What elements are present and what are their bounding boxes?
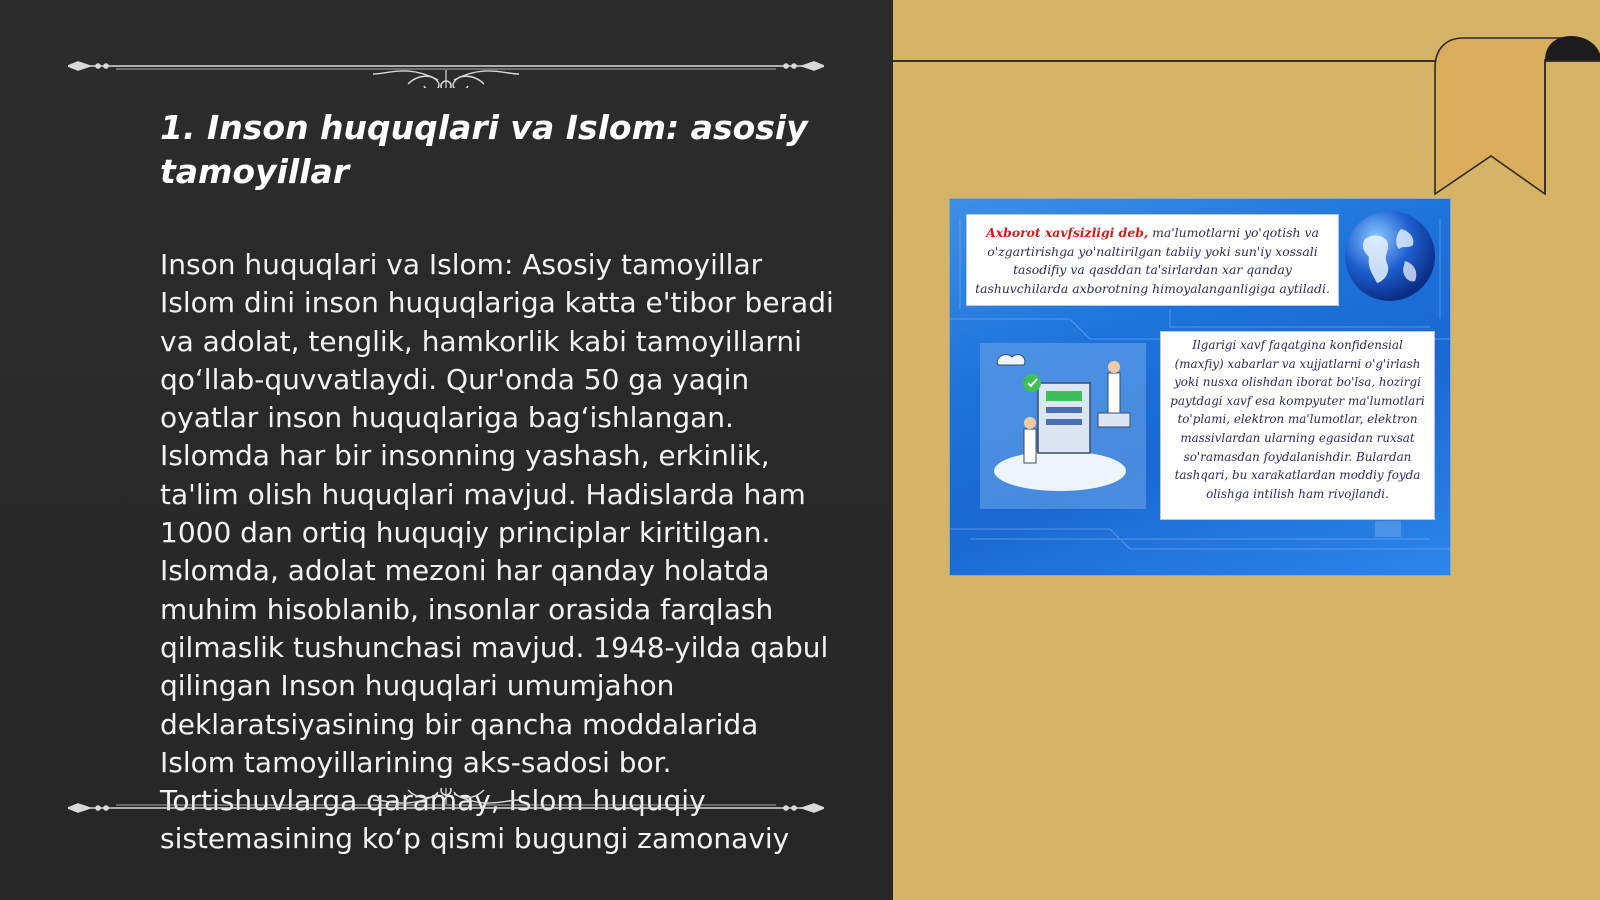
information-security-image bbox=[950, 199, 1450, 575]
bookmark-ribbon-icon bbox=[1433, 30, 1600, 205]
definition-highlight: Axborot xavfsizligi deb, bbox=[986, 225, 1149, 240]
ornament-divider-top bbox=[68, 44, 824, 88]
slide-body-text: Inson huquqlari va Islom: Asosiy tamoyillar Islom dini inson huquqlariga katta e'tibor beradi va adolat, tenglik, hamkorlik kabi tamoyillarni qo‘llab-quvvatlaydi. Qur'onda 50 ga yaqin oyatlar inson huquqlariga bag‘ishlangan. Islomda har bir insonning yashash, erkinlik, ta'lim olish huquqlari mavjud. Hadislarda ham 1000 dan ortiq huquqiy principlar kiritilgan. Islomda, adolat mezoni har qanday holatda muhim hisoblanib, insonlar orasida farqlash qilmaslik tushunchasi mavjud. 1948-yilda qabul qilingan Inson huquqlari umumjahon deklaratsiyasining bir qancha moddalarida Islom tamoyillarining aks-sadosi bor. Tortishuvlarga qaramay, Islom huquqiy sistemasining ko‘p qismi bugungi zamonaviy bbox=[160, 248, 834, 856]
globe-icon bbox=[1343, 209, 1438, 304]
server-illustration bbox=[980, 343, 1146, 509]
ornament-divider-bottom bbox=[68, 788, 824, 832]
image-panel bbox=[893, 0, 1600, 900]
definition-box bbox=[966, 214, 1339, 306]
threat-description-box: Ilgarigi xavf faqatgina konfidensial (maxfiy) xabarlar va xujjatlarni o'g'irlash yoki nusxa olishdan iborat bo'lsa, hozirgi paytdagi xavf esa kompyuter ma'lumotlari to'plami, elektron ma'lumotlar, elektron massivlardan ularning egasidan ruxsat so'ramasdan foydalanishdir. Bulardan tashqari, bu xarakatlardan moddiy foyda olishga intilish ham rivojlandi. bbox=[1160, 331, 1435, 520]
definition-text: ma'lumotlarni yo'qotish va o'zgartirishga yo'naltirilgan tabiiy yoki sun'iy xossali tasodifiy va qasddan ta'sirlardan xar qanday tashuvchilarda axborotning himoyalanganligiga aytiladi. bbox=[975, 225, 1330, 296]
slide-title: 1. Inson huquqlari va Islom: asosiy tamoyillar bbox=[160, 108, 808, 191]
